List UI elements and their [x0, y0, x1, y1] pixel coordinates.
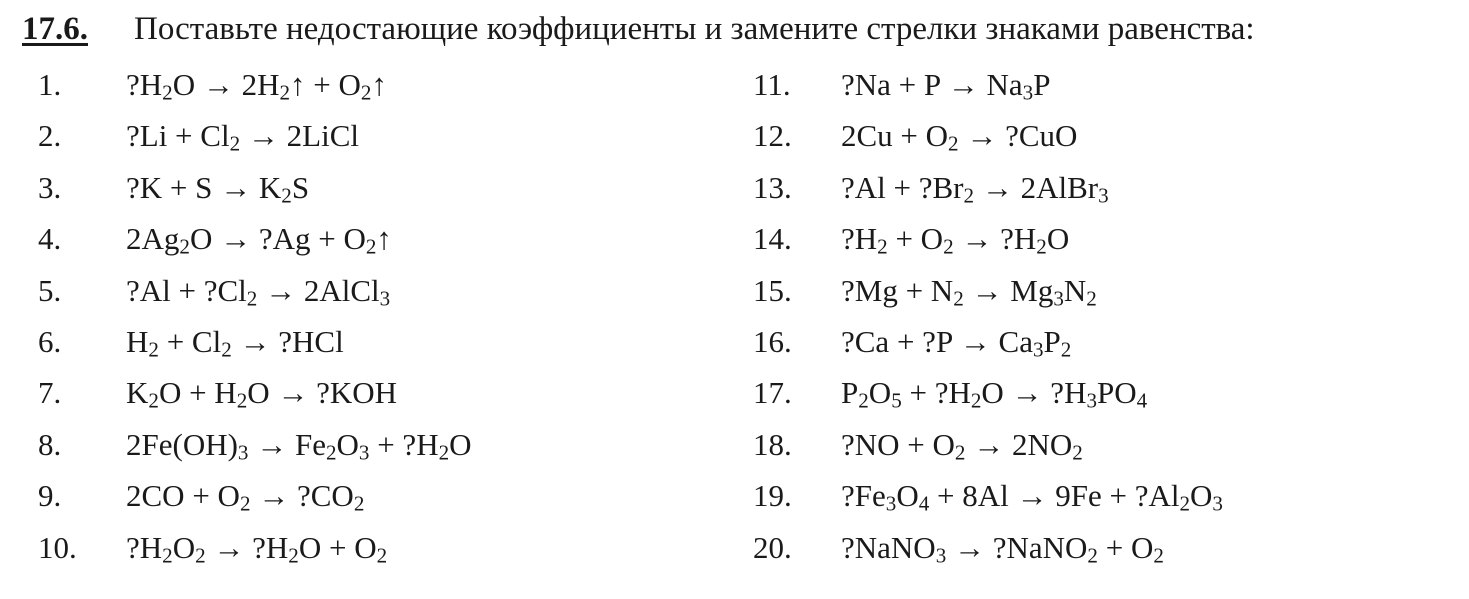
equation-text: $2Fe(OH)_3 \to Fe_2O_3$ + $?H_2O$ [126, 426, 472, 465]
equation-text: $?H_2 + O_2$ → $?H_2O$ [841, 221, 1070, 259]
equation-number: 3. [38, 169, 62, 205]
equation-item [0, 370, 700, 421]
equation-text: $P_2O_5$ + $?H_2O$ → $?H_3PO_4$ [841, 375, 1148, 413]
equations-left-column [0, 62, 700, 576]
equation-number: 16. [753, 323, 792, 359]
equation-number: 6. [38, 323, 62, 359]
equation-number: 20. [753, 529, 792, 565]
task-header [22, 11, 1255, 47]
equation-item [0, 165, 700, 216]
equation-number: 4. [38, 221, 62, 257]
equation-number: 12. [753, 118, 792, 154]
equation-item [713, 113, 1413, 164]
equation-item [0, 62, 700, 113]
equation-number: 1. [38, 67, 62, 102]
equation-item [0, 473, 700, 524]
equation-item [713, 525, 1413, 576]
equation-text: $2Ag_2O$ → ?Ag + $O_2↑$ [126, 221, 392, 259]
equation-item [713, 319, 1413, 370]
equation-number: 7. [38, 375, 62, 411]
equation-text: $?H_2O$ → $2H_2↑$ + $O_2↑$ [126, 67, 387, 105]
equation-text: $?H_2O_2$ → $?H_2O + O_2$ [126, 529, 388, 568]
equation-text: ?Na + $P \to Na_3P$ [841, 67, 1051, 105]
equation-item [713, 268, 1413, 319]
equation-text: ?Mg + $N_2 \to Mg_3N_2$ [841, 272, 1097, 311]
equation-item [713, 62, 1413, 113]
task-instruction: Поставьте недостающие коэффициенты и замените стрелки знаками равенства: [134, 11, 1255, 47]
task-number: 17.6. [22, 11, 88, 47]
equation-item [713, 473, 1413, 524]
equation-item [713, 165, 1413, 216]
equation-item [0, 268, 700, 319]
equation-item [0, 113, 700, 164]
equation-item [0, 216, 700, 267]
equation-text: ?NaNO$_3$ → ?NaNO$_2$ + $O_2$ [841, 529, 1164, 568]
equation-item [0, 525, 700, 576]
equation-text: ?Ca + ?P → $Ca_3P_2$ [841, 323, 1072, 362]
equation-text: $?Fe_3O_4 + 8Al \to 9Fe$ + $?Al_2O_3$ [841, 478, 1223, 516]
equation-item [713, 370, 1413, 421]
equation-text: $K_2O + H_2O$ → ?KOH [126, 375, 398, 413]
equation-number: 17. [753, 375, 792, 411]
equation-item [713, 216, 1413, 267]
equation-text: $H_2 + Cl_2$ → ?HCl [126, 323, 344, 362]
equation-item [0, 319, 700, 370]
equation-text: ?K + $S \to K_2S$ [126, 169, 310, 208]
equation-number: 9. [38, 478, 62, 514]
equation-number: 18. [753, 426, 792, 462]
equation-number: 13. [753, 169, 792, 205]
equation-text: ?Al + $?Cl_2$ → 2AlCl$_3$ [126, 272, 391, 311]
equations-right-column [713, 62, 1413, 576]
equation-number: 19. [753, 478, 792, 514]
equation-text: ?Li + $Cl_2$ → 2LiCl [126, 118, 359, 157]
equation-number: 14. [753, 221, 792, 257]
equation-item [0, 422, 700, 473]
equation-number: 15. [753, 272, 792, 308]
equation-number: 8. [38, 426, 62, 462]
equation-text: ?NO + $O_2 \to 2NO_2$ [841, 426, 1083, 465]
equation-number: 5. [38, 272, 62, 308]
equation-number: 11. [753, 67, 791, 102]
equation-text: ?Al + $?Br_2$ → 2AlBr$_3$ [841, 169, 1109, 208]
equation-text: $2CO + O_2$ → $?CO_2$ [126, 478, 365, 516]
equation-text: $2Cu + O_2$ → ?CuO [841, 118, 1078, 157]
equation-number: 2. [38, 118, 62, 154]
equation-item [713, 422, 1413, 473]
equation-number: 10. [38, 529, 77, 565]
